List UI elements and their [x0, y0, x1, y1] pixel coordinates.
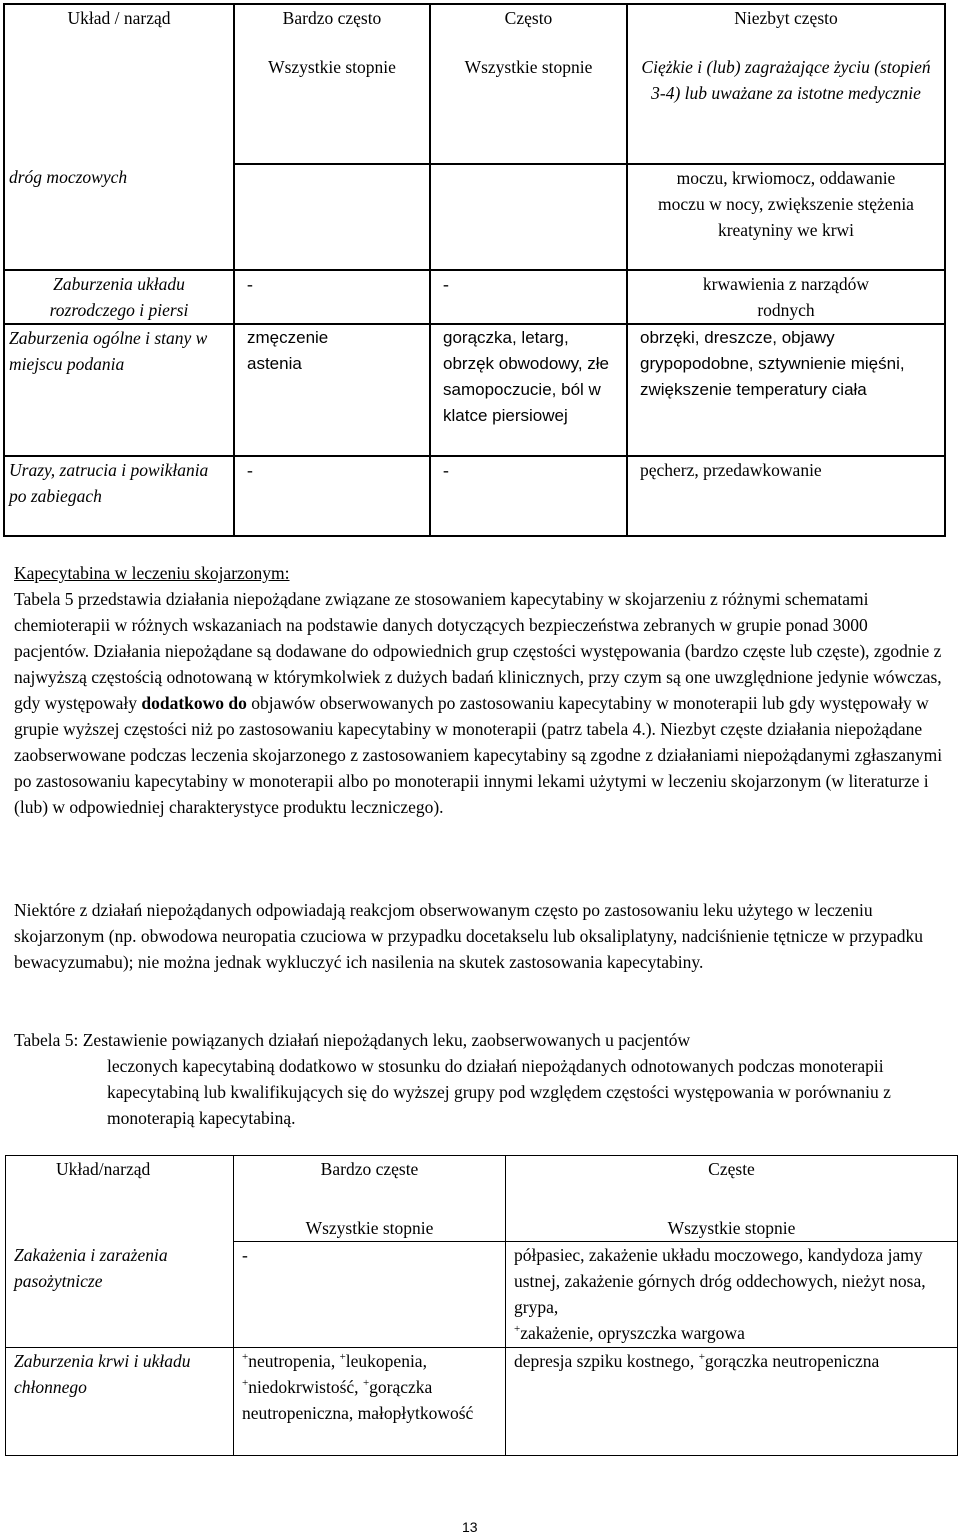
t5-subheader-all-1: Wszystkie stopnie	[234, 1188, 506, 1242]
t5-header-common: Częste	[506, 1156, 958, 1188]
plus-mark: +	[339, 1351, 346, 1364]
blood-c-1: depresja szpiku kostnego,	[514, 1351, 699, 1371]
paragraph-1-part-a: Tabela 5 przedstawia działania niepożądane związane ze stosowaniem kapecytabiny w skojarzeniu z różnymi schematami chemioterapii w różnych wskazaniach na podstawie danych dotyczących bezpieczeństwa zebranych w grupie ponad 3000 pacjentów. Działania niepożądane są dodawane do odpowiednich grup częstości występowania (bardzo częste lub częste), zgodnie z najwyższą częstością odnotowaną w którymkolwiek z dużych badań klinicznych, przy czym są one uwzględnione jedynie wówczas, gdy występowały	[14, 589, 942, 713]
paragraph-2: Niektóre z działań niepożądanych odpowiadają reakcjom obserwowanym często po zastosowaniu leku użytego w leczeniu skojarzonym (np. obwodowa neuropatia czuciowa w przypadku docetakselu lub oksaliplatyny, nadciśnienie tętnicze w przypadku bewacyzumabu); nie można jednak wykluczyć ich nasilenia na skutek zastosowania kapecytabiny.	[14, 900, 924, 972]
t5-infections-text-a: półpasiec, zakażenie układu moczowego, kandydoza jamy ustnej, zakażenie górnych dróg oddechowych, nieżyt nosa, grypa,	[514, 1245, 926, 1317]
t5-header-very-common: Bardzo częste	[234, 1156, 506, 1188]
t5-row-blood-organ: Zaburzenia krwi i układu chłonnego	[6, 1348, 234, 1456]
blood-vc-1: neutropenia,	[248, 1351, 340, 1371]
t5-infections-text-b: zakażenie, opryszczka wargowa	[520, 1323, 745, 1343]
t5-subheader-all-2: Wszystkie stopnie	[506, 1188, 958, 1242]
section-heading: Kapecytabina w leczeniu skojarzonym:	[14, 563, 290, 583]
t5-subheader-blank	[6, 1188, 234, 1242]
header-organ: Układ / narząd	[4, 4, 234, 54]
plus-mark: +	[242, 1377, 249, 1390]
t5-row-infections-common	[506, 1242, 958, 1348]
caption-lead: Tabela 5: Zestawienie powiązanych działań niepożądanych leku, zaobserwowanych u pacjentów	[14, 1030, 691, 1050]
row-general-uncommon: obrzęki, dreszcze, objawy grypopodobne, sztywnienie mięśni, zwiększenie temperatury ciała	[627, 324, 945, 456]
subheader-all-grades-1: Wszystkie stopnie	[234, 54, 430, 164]
plus-mark: +	[362, 1377, 370, 1390]
t5-header-organ: Układ/narząd	[6, 1156, 234, 1188]
row-reproductive-very-common: -	[234, 270, 430, 324]
plus-mark: +	[242, 1351, 249, 1364]
subheader-severe: Ciężkie i (lub) zagrażające życiu (stopień 3-4) lub uważane za istotne medycznie	[627, 54, 945, 164]
row-organ-reproductive: Zaburzenia układu rozrodczego i piersi	[4, 270, 234, 324]
blood-vc-2: leukopenia,	[345, 1351, 427, 1371]
blood-c-2: gorączka neutropeniczna	[704, 1351, 880, 1371]
plus-mark: +	[698, 1351, 705, 1364]
row-urinary-very-common	[234, 164, 430, 270]
header-very-often: Bardzo często	[234, 4, 430, 54]
caption-rest: leczonych kapecytabiną dodatkowo w stosunku do działań niepożądanych odnotowanych podczas monoterapii kapecytabiną lub kwalifikujących się do wyższej grupy pod względem częstości występowania w porównaniu z monoterapią kapecytabiną.	[107, 1056, 891, 1128]
row-organ-injuries: Urazy, zatrucia i powikłania po zabiegach	[4, 456, 234, 536]
row-general-common: gorączka, letarg, obrzęk obwodowy, złe samopoczucie, ból w klatce piersiowej	[430, 324, 627, 456]
table-5-caption	[14, 1027, 954, 1131]
row-injuries-very-common: -	[234, 456, 430, 536]
row-reproductive-common: -	[430, 270, 627, 324]
row-reproductive-uncommon: krwawienia z narządów rodnych	[627, 270, 945, 324]
header-often: Często	[430, 4, 627, 54]
plus-mark: +	[514, 1323, 521, 1336]
row-injuries-common: -	[430, 456, 627, 536]
combination-therapy-section	[14, 560, 944, 820]
t5-row-infections-organ: Zakażenia i zarażenia pasożytnicze	[6, 1242, 234, 1348]
row-urinary-uncommon: moczu, krwiomocz, oddawanie moczu w nocy, zwiększenie stężenia kreatyniny we krwi	[627, 164, 945, 270]
t5-row-infections-very-common: -	[234, 1242, 506, 1348]
t5-row-blood-common	[506, 1348, 958, 1456]
row-general-very-common: zmęczenie astenia	[234, 324, 430, 456]
row-injuries-uncommon: pęcherz, przedawkowanie	[627, 456, 945, 536]
row-urinary-common	[430, 164, 627, 270]
paragraph-1-part-b: objawów obserwowanych po zastosowaniu kapecytabiny w monoterapii lub gdy występowały w grupie wyższej częstości niż po zastosowaniu kapecytabiny w monoterapii (patrz tabela 4.). Niezbyt częste działania niepożądane zaobserwowane podczas leczenia skojarzonego z zastosowaniem kapecytabiny są zgodne z działaniami niepożądanymi zgłaszanymi po zastosowaniu kapecytabiny w monoterapii albo po monoterapii innymi lekami użytymi w leczeniu skojarzonym (w literaturze i (lub) w odpowiedniej charakterystyce produktu leczniczego).	[14, 693, 943, 817]
row-organ-urinary: dróg moczowych	[4, 164, 234, 270]
adverse-effects-table-continued	[3, 3, 946, 537]
paragraph-1	[14, 586, 944, 820]
t5-row-blood-very-common	[234, 1348, 506, 1456]
subheader-all-grades-2: Wszystkie stopnie	[430, 54, 627, 164]
header-uncommon: Niezbyt często	[627, 4, 945, 54]
row-organ-general: Zaburzenia ogólne i stany w miejscu podania	[4, 324, 234, 456]
page-number: 13	[462, 1519, 478, 1535]
blood-vc-4: gorączka neutropeniczna, małopłytkowość	[242, 1377, 474, 1423]
table-5	[5, 1155, 958, 1456]
subheader-blank	[4, 54, 234, 164]
blood-vc-3: niedokrwistość,	[248, 1377, 363, 1397]
paragraph-1-bold: dodatkowo do	[141, 693, 247, 713]
